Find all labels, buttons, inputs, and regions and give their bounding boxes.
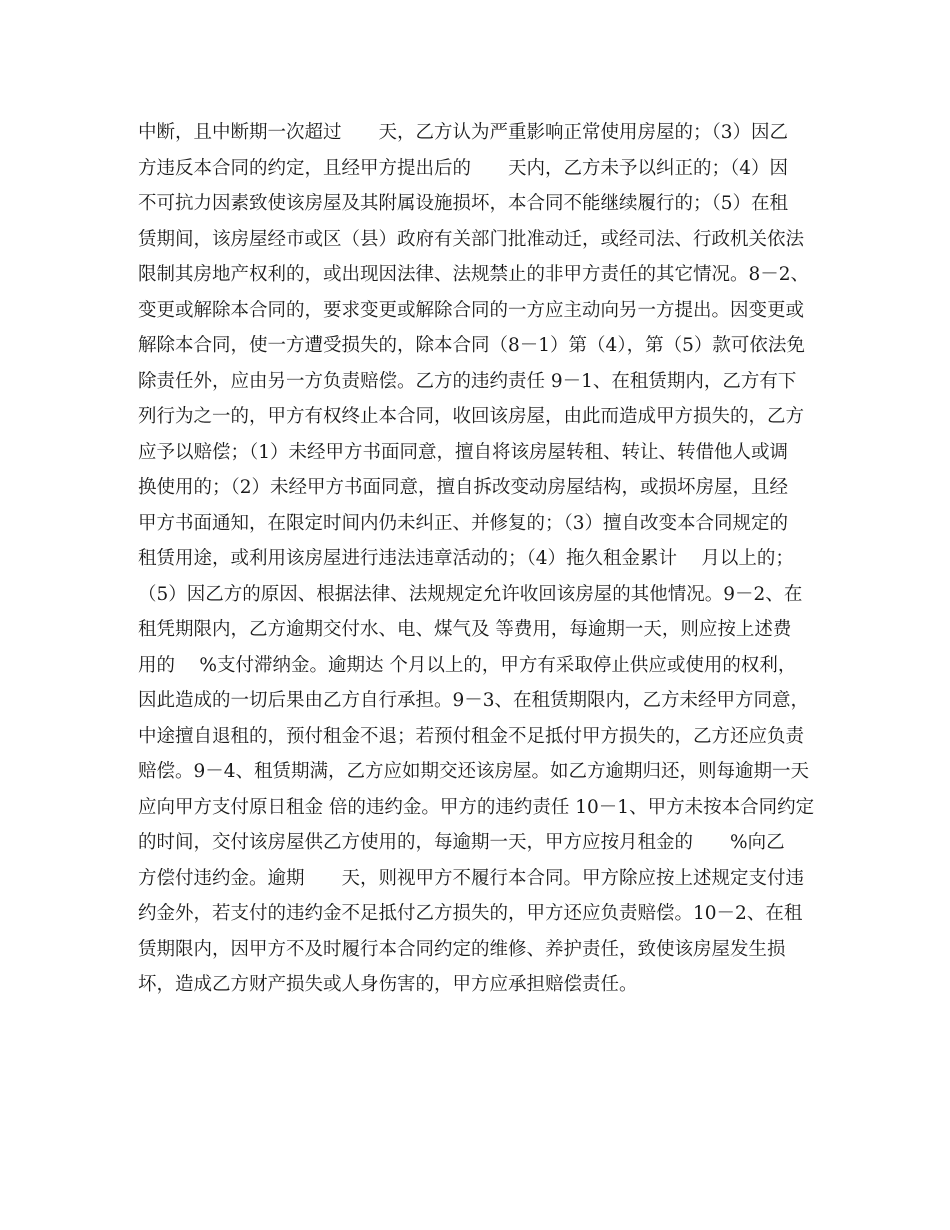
text-line: 应向甲方支付原日租金 倍的违约金。甲方的违约责任 10－1、甲方未按本合同约定 (138, 796, 815, 818)
text-line: （5）因乙方的原因、根据法律、法规规定允许收回该房屋的其他情况。9－2、在 (138, 583, 803, 605)
text-line: 甲方书面通知，在限定时间内仍未纠正、并修复的；（3）擅自改变本合同规定的 (138, 512, 789, 534)
text-line: 因此造成的一切后果由乙方自行承担。9－3、在租赁期限内，乙方未经甲方同意， (138, 690, 810, 711)
text-line: 除责任外，应由另一方负责赔偿。乙方的违约责任 9－1、在租赁期内，乙方有下 (138, 370, 797, 392)
text-line: 的时间，交付该房屋供乙方使用的，每逾期一天，甲方应按月租金的 %向乙 (138, 832, 785, 853)
text-line: 用的 %支付滞纳金。逾期达 个月以上的，甲方有采取停止供应或使用的权利， (138, 654, 797, 676)
text-line: 不可抗力因素致使该房屋及其附属设施损坏，本合同不能继续履行的；（5）在租 (138, 193, 789, 214)
text-line: 方违反本合同的约定，且经甲方提出后的 天内，乙方未予以纠正的；（4）因 (138, 157, 789, 179)
text-line: 中断，且中断期一次超过 天，乙方认为严重影响正常使用房屋的；（3）因乙 (138, 122, 789, 143)
text-line: 赔偿。9－4、租赁期满，乙方应如期交还该房屋。如乙方逾期归还，则每逾期一天 (138, 761, 810, 782)
text-line: 赁期间，该房屋经市或区（县）政府有关部门批准动迁，或经司法、行政机关依法 (138, 228, 805, 250)
text-line: 应予以赔偿；（1）未经甲方书面同意，擅自将该房屋转租、转让、转借他人或调 (138, 441, 789, 463)
text-line: 变更或解除本合同的，要求变更或解除合同的一方应主动向另一方提出。因变更或 (138, 299, 805, 321)
text-line: 赁期限内，因甲方不及时履行本合同约定的维修、养护责任，致使该房屋发生损 (138, 938, 786, 960)
text-line: 约金外，若支付的违约金不足抵付乙方损失的，甲方还应负责赔偿。10－2、在租 (138, 903, 803, 924)
text-line: 列行为之一的，甲方有权终止本合同，收回该房屋，由此而造成甲方损失的，乙方 (138, 406, 805, 427)
text-line: 换使用的；（2）未经甲方书面同意，擅自拆改变动房屋结构，或损坏房屋，且经 (138, 477, 789, 498)
text-line: 租赁用途，或利用该房屋进行违法违章活动的；（4）拖久租金累计 月以上的； (138, 548, 794, 569)
contract-text-block (138, 115, 828, 1003)
text-line: 解除本合同，使一方遭受损失的，除本合同（8－1）第（4），第（5）款可依法免 (138, 335, 805, 356)
text-line: 坏，造成乙方财产损失或人身伤害的，甲方应承担赔偿责任。 (138, 974, 638, 995)
text-line: 方偿付违约金。逾期 天，则视甲方不履行本合同。甲方除应按上述规定支付违 (138, 867, 805, 889)
text-line: 租凭期限内，乙方逾期交付水、电、煤气及 等费用，每逾期一天，则应按上述费 (138, 619, 792, 640)
text-line: 中途擅自退租的，预付租金不退；若预付租金不足抵付甲方损失的，乙方还应负责 (138, 725, 805, 747)
text-line: 限制其房地产权利的，或出现因法律、法规禁止的非甲方责任的其它情况。8－2、 (138, 264, 810, 285)
